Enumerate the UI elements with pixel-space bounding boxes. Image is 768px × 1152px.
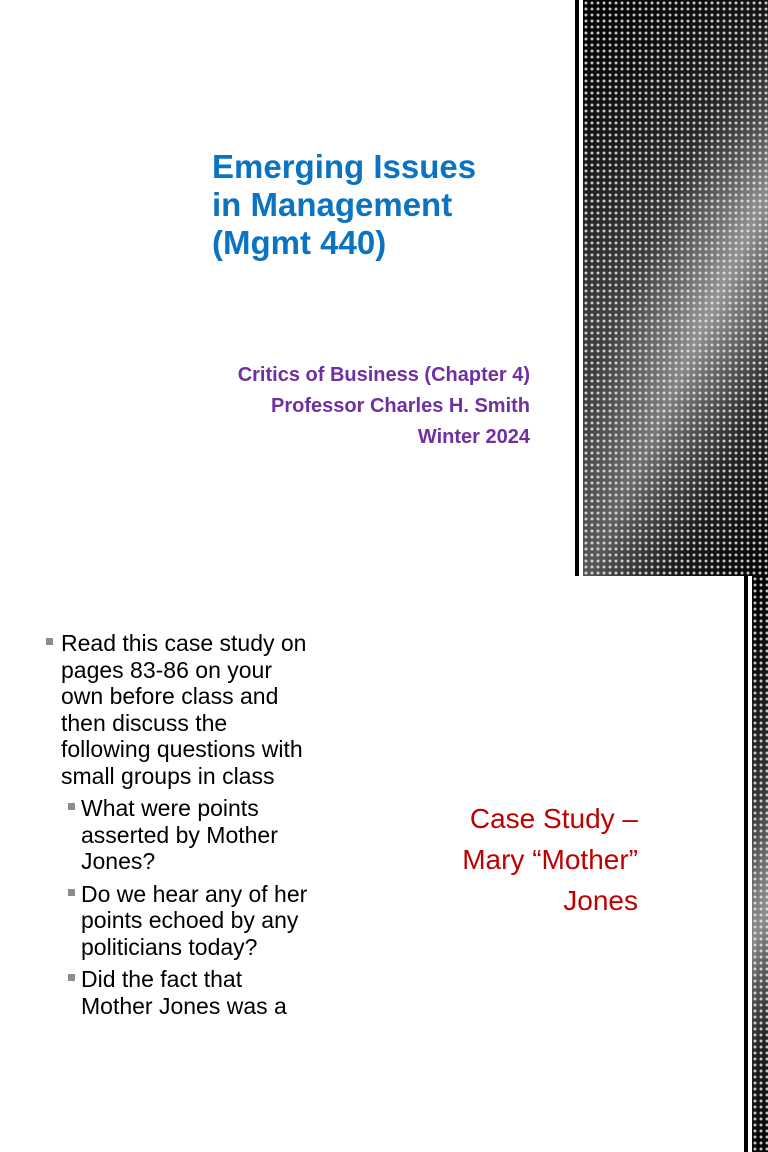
sub-bullet-item [46, 881, 346, 961]
subtitle-line: Winter 2024 [417, 426, 530, 448]
square-bullet-icon [68, 974, 75, 981]
bullet-line: asserted by Mother [81, 821, 278, 848]
bullet-line: points echoed by any [81, 907, 299, 933]
slide-title-heading [212, 148, 552, 262]
case-title-line: Mary “Mother” [462, 844, 638, 875]
bullet-line: Mother Jones was a [81, 992, 287, 1019]
subtitle-line: Professor Charles H. Smith [271, 395, 530, 417]
bullet-line: pages 83-86 on your [61, 656, 272, 683]
bullet-line: then discuss the [61, 709, 228, 736]
bullet-line: following questions with [61, 736, 303, 762]
bullet-line: Jones? [81, 848, 156, 874]
subtitle-line: Critics of Business (Chapter 4) [237, 364, 530, 386]
square-bullet-icon [68, 889, 75, 896]
case-study-title [462, 798, 638, 921]
sub-bullet-item [46, 795, 346, 875]
case-title-line: Case Study – [469, 803, 638, 834]
bullet-list [46, 630, 346, 1019]
slide-subtitle [238, 360, 530, 453]
square-bullet-icon [46, 638, 53, 645]
decorative-metal-panel [752, 576, 768, 1152]
bullet-line: Read this case study on [61, 630, 307, 656]
bullet-item [46, 630, 346, 789]
sub-bullet-item [46, 966, 346, 1019]
decorative-metal-panel [583, 0, 768, 576]
bullet-line: own before class and [61, 683, 279, 709]
case-title-line: Jones [563, 885, 638, 916]
bullet-line: Do we hear any of her [81, 880, 308, 907]
title-line: Emerging Issues [212, 148, 477, 185]
title-line: (Mgmt 440) [212, 224, 387, 261]
bullet-line: Did the fact that [81, 966, 243, 992]
title-line: in Management [212, 186, 453, 223]
bullet-line: What were points [81, 795, 259, 821]
square-bullet-icon [68, 803, 75, 810]
bullet-line: small groups in class [61, 762, 275, 789]
bullet-line: politicians today? [81, 933, 258, 960]
